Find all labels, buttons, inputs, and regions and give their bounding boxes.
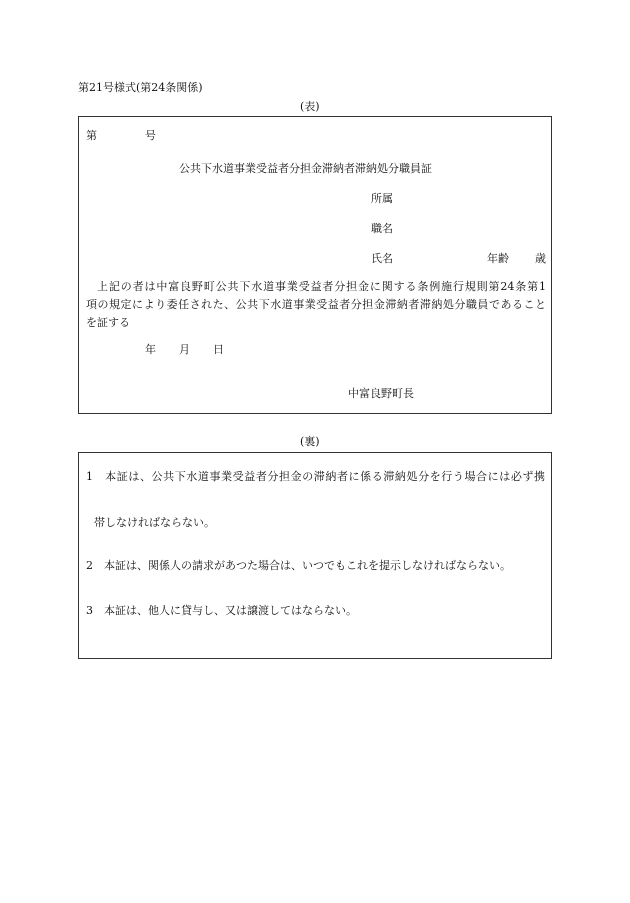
back-item-3: 3 本証は、他人に貸与し、又は譲渡してはならない。 xyxy=(86,604,357,617)
certificate-number-suffix: 号 xyxy=(145,129,156,142)
form-number: 第21号様式(第24条関係) xyxy=(78,81,203,94)
certificate-body xyxy=(86,278,546,332)
back-item-1 xyxy=(86,468,545,486)
certificate-body-line-2: 項の規定により委任された、公共下水道事業受益者分担金滞納者滞納処分職員であること xyxy=(86,298,546,311)
date-day: 日 xyxy=(213,343,224,356)
back-item-1-line-1: 1 本証は、公共下水道事業受益者分担金の滞納者に係る滞納処分を行う場合には必ず携 xyxy=(86,470,545,483)
front-certificate-box xyxy=(78,116,552,414)
date-year: 年 xyxy=(145,343,156,356)
back-certificate-box xyxy=(78,452,552,659)
certificate-body-line-3: を証する xyxy=(86,316,130,329)
age-unit: 歳 xyxy=(535,252,546,265)
issuer-name: 中富良野町長 xyxy=(348,387,414,400)
date-month: 月 xyxy=(179,343,190,356)
certificate-number-prefix: 第 xyxy=(86,129,97,142)
affiliation-label: 所属 xyxy=(371,192,393,205)
age-label: 年齢 xyxy=(487,252,509,265)
certificate-body-line-1: 上記の者は中富良野町公共下水道事業受益者分担金に関する条例施行規則第24条第1 xyxy=(97,280,546,293)
certificate-title: 公共下水道事業受益者分担金滞納者滞納処分職員証 xyxy=(179,162,432,175)
position-label: 職名 xyxy=(371,222,393,235)
back-side-label: (裏) xyxy=(300,435,320,448)
back-item-2: 2 本証は、関係人の請求があつた場合は、いつでもこれを提示しなければならない。 xyxy=(86,559,511,572)
front-side-label: (表) xyxy=(300,100,320,113)
back-item-1-line-2: 帯しなければならない。 xyxy=(94,516,215,529)
name-label: 氏名 xyxy=(371,252,393,265)
